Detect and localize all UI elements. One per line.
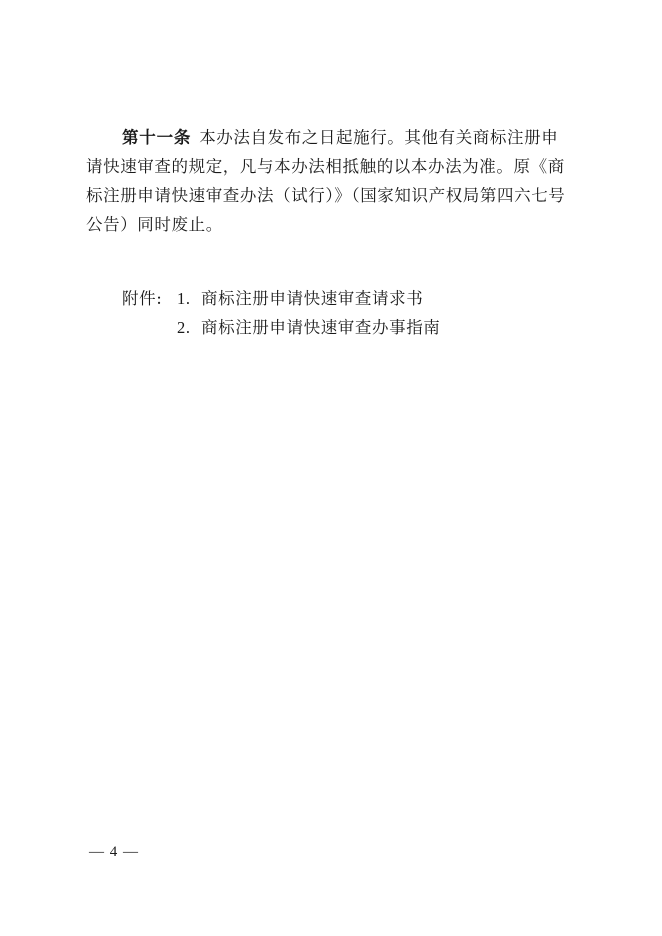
article-line-4: 公告）同时废止。 — [86, 215, 223, 234]
attachment-title: 商标注册申请快速审查请求书 — [201, 289, 424, 308]
attachment-number: 1. — [177, 289, 191, 308]
article-text-1: 本办法自发布之日起施行。其他有关商标注册申 — [199, 128, 559, 147]
attachment-number: 2. — [177, 318, 191, 337]
attachments-label: 附件: — [122, 289, 163, 308]
attachment-item — [122, 313, 440, 342]
page-number: — 4 — — [89, 844, 139, 860]
attachment-item — [122, 284, 440, 313]
article-line-3: 标注册申请快速审查办法（试行）》（国家知识产权局第四六七号 — [86, 186, 566, 205]
article-heading: 第十一条 — [122, 128, 192, 147]
article-eleven — [86, 123, 582, 239]
attachment-title: 商标注册申请快速审查办事指南 — [201, 318, 441, 337]
article-line-1 — [86, 123, 582, 152]
attachments-list — [122, 284, 440, 342]
article-line-2: 请快速审查的规定，凡与本办法相抵触的以本办法为准。原《商 — [86, 157, 565, 176]
